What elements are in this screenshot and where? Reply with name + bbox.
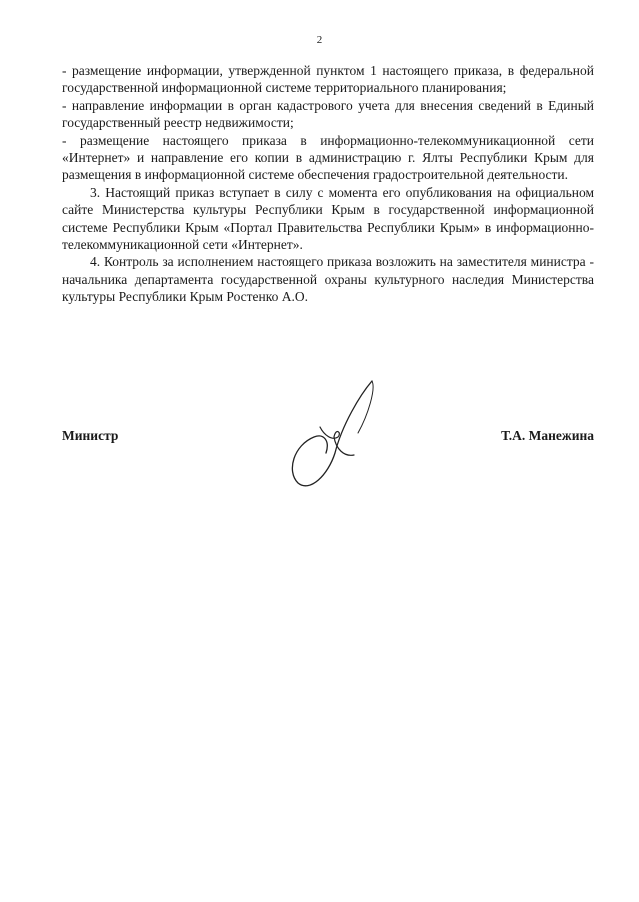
paragraph-item-3: 3. Настоящий приказ вступает в силу с момента его опубликования на официальном сайте Министерства культуры Республики Крым в государственной информационной системе Республики Крым «Портал Правительства Республики Крым» в информационно-телекоммуникационной сети «Интернет». [62,184,594,253]
page-number: 2 [316,34,323,46]
document-body [62,62,594,306]
paragraph-bullet-2: - направление информации в орган кадастрового учета для внесения сведений в Единый государственный реестр недвижимости; [62,97,594,131]
handwritten-signature [280,375,390,505]
signer-name: Т.А. Манежина [501,428,594,443]
signer-role: Министр [62,428,119,443]
paragraph-bullet-1: - размещение информации, утвержденной пунктом 1 настоящего приказа, в федеральной государственной информационной системе территориального планирования; [62,63,594,96]
paragraph-item-4: 4. Контроль за исполнением настоящего приказа возложить на заместителя министра - начальника департамента государственной охраны культурного наследия Министерства культуры Республики Крым Ростенко А.О. [62,254,594,305]
paragraph-bullet-3: - размещение настоящего приказа в информационно-телекоммуникационной сети «Интернет» и направление его копии в администрацию г. Ялты Республики Крым для размещения в информационной системе обеспечения градостроительной деятельности. [62,132,594,183]
